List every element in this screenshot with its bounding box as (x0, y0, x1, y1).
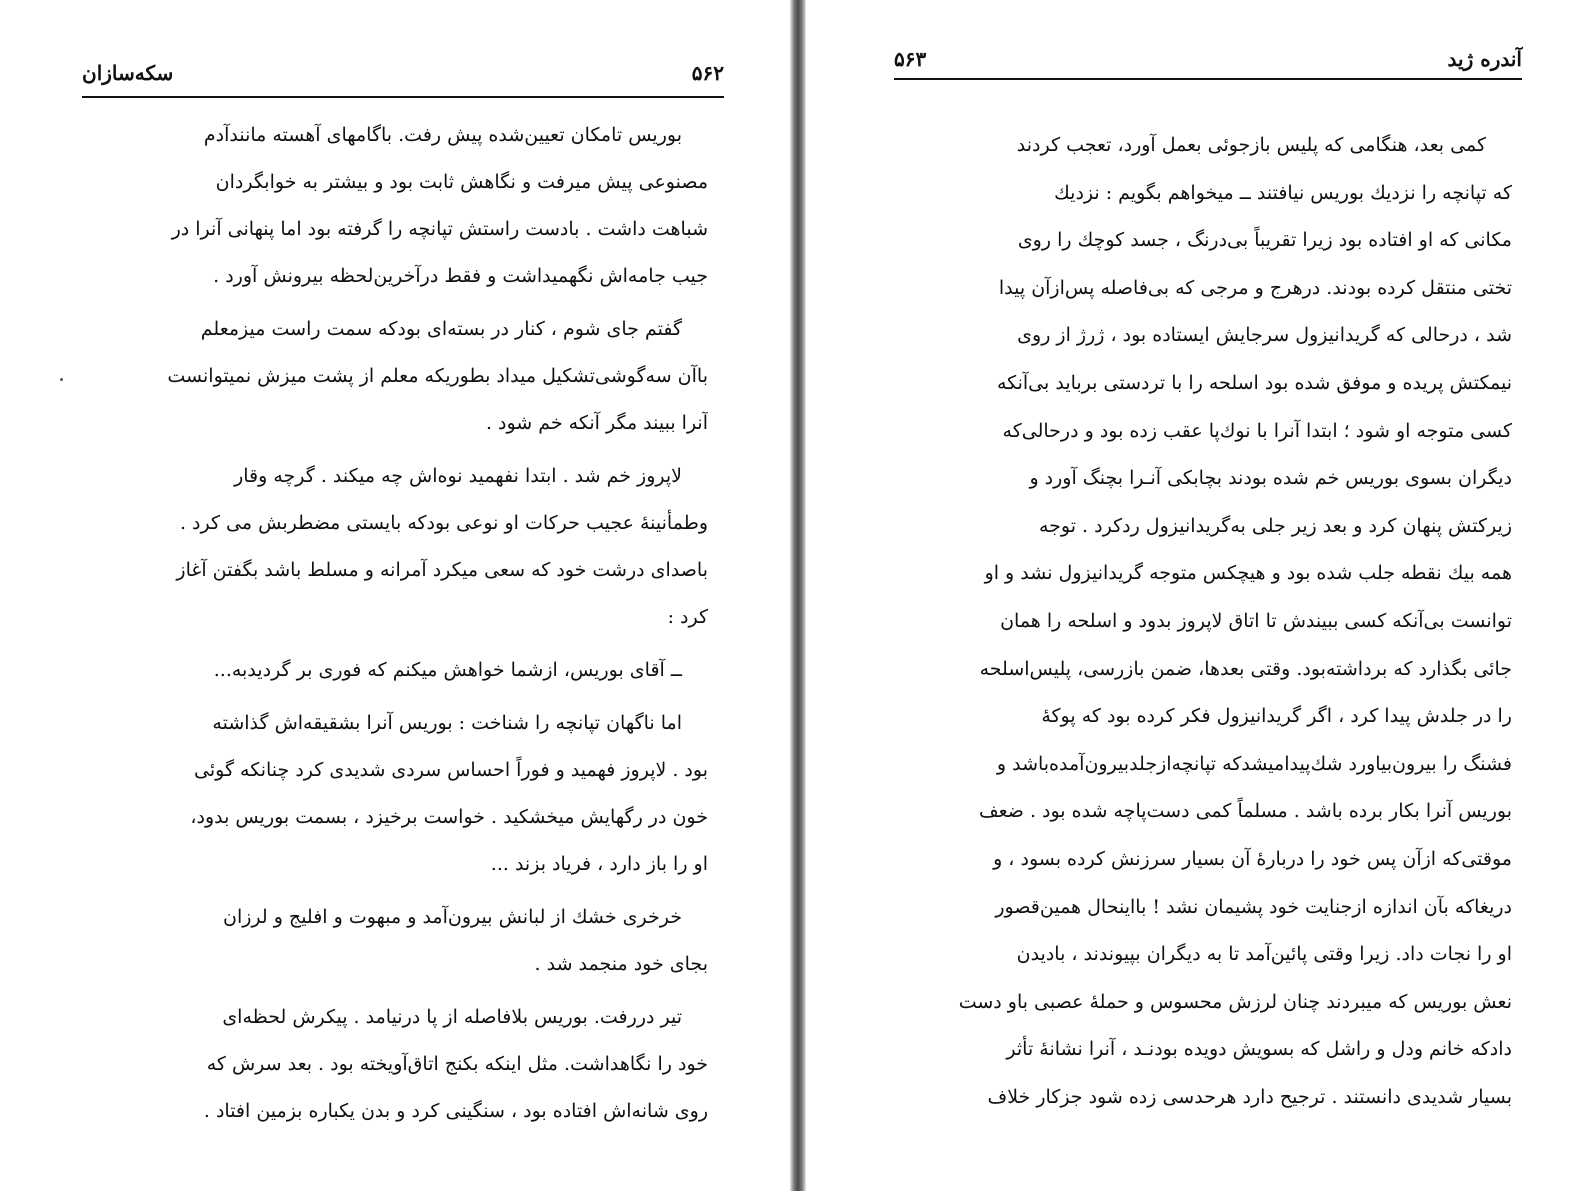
text-line: فشنگ را بیرون‌بیاورد شك‌پیدامیشدکه تپانچه‌ازجلدبیرون‌آمده‌باشد و (996, 752, 1512, 775)
left-body-text (100, 112, 708, 1135)
text-line: آنرا ببیند مگر آنکه خم شود . (485, 412, 708, 434)
book-gutter (790, 0, 806, 1191)
text-line: همه بیك نقطه جلب شده بود و هیچکس متوجه گریدانیزول نشد و او (984, 562, 1512, 585)
paragraph (100, 894, 708, 988)
text-line: کسی متوجه او شود ؛ ابتدا آنرا با نوك‌پا عقب زده بود و درحالی‌که (1002, 419, 1512, 442)
text-line: تیر دررفت. بوریس بلافاصله از پا درنیامد . پیکرش لحظه‌ای (222, 1006, 682, 1028)
text-line: نعش بوریس که میبردند چنان لرزش محسوس و حملهٔ عصبی باو دست (958, 990, 1512, 1013)
text-line: بسیار شدیدی دانستند . ترجیح دارد هرحدسی زده شود جزکار خلاف (987, 1085, 1512, 1108)
text-line: وطمأنینهٔ عجیب حرکات او نوعی بودکه بایستی مضطربش می کرد . (179, 512, 708, 534)
text-line: او را باز دارد ، فریاد بزند ... (490, 853, 708, 875)
text-line: دادکه خانم ودل و راشل که بسویش دویده بودنـد ، آنرا نشانهٔ تأثر (1006, 1038, 1512, 1061)
text-line: باآن سه‌گوشی‌تشکیل میداد بطوریکه معلم از پشت میزش نمیتوانست (167, 365, 708, 387)
text-line: خون در رگهایش میخشکید . خواست برخیزد ، بسمت بوریس بدود، (190, 806, 708, 828)
text-line: بوریس آنرا بکار برده باشد . مسلماً کمی دست‌پاچه شده بود . ضعف (978, 800, 1512, 823)
paragraph (100, 700, 708, 888)
text-line: بجای خود منجمد شد . (534, 953, 708, 975)
left-page (0, 0, 790, 1191)
left-page-header (82, 58, 724, 98)
text-line: بود . لاپروز فهمید و فوراً احساس سردی شدیدی کرد چنانکه گوئی (194, 759, 708, 781)
text-line: مصنوعی پیش میرفت و نگاهش ثابت بود و بیشتر به خوابگردان (215, 171, 708, 193)
text-line: جائی بگذارد که برداشته‌بود. وقتی بعدها، ضمن بازرسی، پلیس‌اسلحه (979, 657, 1512, 680)
left-header-rule (82, 96, 724, 98)
text-line: مکانی که او افتاده بود زیرا تقریباً بی‌درنگ ، جسد کوچك را روی (1017, 229, 1512, 252)
right-running-title: آندره ژید (1447, 47, 1522, 71)
text-line: نیمکتش پریده و موفق شده بود اسلحه را با تردستی برباید بی‌آنکه (996, 371, 1512, 394)
text-line: باصدای درشت خود که سعی میکرد آمرانه و مسلط باشد بگفتن آغاز (176, 559, 708, 581)
paragraph (100, 994, 708, 1135)
text-line: لاپروز خم شد . ابتدا نفهمید نوه‌اش چه میکند . گرچه وقار (234, 465, 682, 487)
text-line: کرد : (667, 606, 708, 628)
left-running-title: سکه‌سازان (82, 61, 174, 85)
right-page-number: ۵۶۳ (894, 47, 927, 71)
text-line: که تپانچه را نزدیك بوریس نیافتند ــ میخواهم بگویم : نزدیك (1054, 181, 1512, 204)
text-line: توانست بی‌آنکه کسی ببیندش تا اتاق لاپروز بدود و اسلحه را همان (1000, 609, 1512, 632)
text-line: اما ناگهان تپانچه را شناخت : بوریس آنرا بشقیقه‌اش گذاشته (212, 712, 682, 734)
text-line: موقتی‌که ازآن پس خود را دربارهٔ آن بسیار سرزنش کرده بسود ، و (993, 847, 1512, 870)
text-line: روی شانه‌اش افتاده بود ، سنگینی کرد و بدن یکباره بزمین افتاد . (203, 1100, 708, 1122)
paragraph (100, 453, 708, 641)
paragraph (100, 647, 708, 694)
text-line: خود را نگاهداشت. مثل اینکه بکنج اتاق‌آویخته بود . بعد سرش که (206, 1053, 708, 1075)
stray-dot-mark (60, 378, 63, 381)
text-line: دیگران بسوی بوریس خم شده بودند بچابکی آنـرا بچنگ آورد و (1029, 467, 1512, 490)
text-line: زیرکتش پنهان کرد و بعد زیر جلی به‌گریدانیزول ردکرد . توجه (1038, 514, 1512, 537)
text-line: جیب جامه‌اش نگهمیداشت و فقط درآخرین‌لحظه بیرونش آورد . (213, 265, 708, 287)
text-line: گفتم جای شوم ، کنار در بسته‌ای بودکه سمت راست میزمعلم (200, 318, 682, 340)
text-line: ــ آقای بوریس، ازشما خواهش میکنم که فوری بر گردیدبه... (213, 659, 682, 681)
text-line: را در جلدش پیدا کرد ، اگر گریدانیزول فکر کرده بود که پوکهٔ (1041, 705, 1512, 728)
text-line: دریغاکه بآن اندازه ازجنایت خود پشیمان نشد ! بااینحال همین‌قصور (995, 895, 1512, 918)
paragraph (100, 112, 708, 300)
right-body-text (912, 122, 1512, 1121)
right-header-rule (894, 78, 1522, 80)
text-line: تختی منتقل کرده بودند. درهرج و مرجی که بی‌فاصله پس‌ازآن پیدا (998, 276, 1512, 299)
left-page-number: ۵۶۲ (691, 61, 724, 85)
text-line: شباهت داشت . بادست راستش تپانچه را گرفته بود اما پنهانی آنرا در (171, 218, 708, 240)
right-page (806, 0, 1594, 1191)
text-line: او را نجات داد. زیرا وقتی پائین‌آمد تا به دیگران بپیوندند ، بادیدن (1016, 943, 1512, 966)
text-line: شد ، درحالی که گریدانیزول سرجایش ایستاده بود ، ژرژ از روی (1017, 324, 1512, 347)
paragraph (100, 306, 708, 447)
text-line: کمی بعد، هنگامی که پلیس بازجوئی بعمل آورد، تعجب کردند (1016, 134, 1486, 156)
text-line: بوریس تامکان تعیین‌شده پیش رفت. باگامهای آهسته مانندآدم (203, 124, 682, 146)
text-line: خرخری خشك از لبانش بیرون‌آمد و مبهوت و افلیج و لرزان (223, 906, 682, 928)
